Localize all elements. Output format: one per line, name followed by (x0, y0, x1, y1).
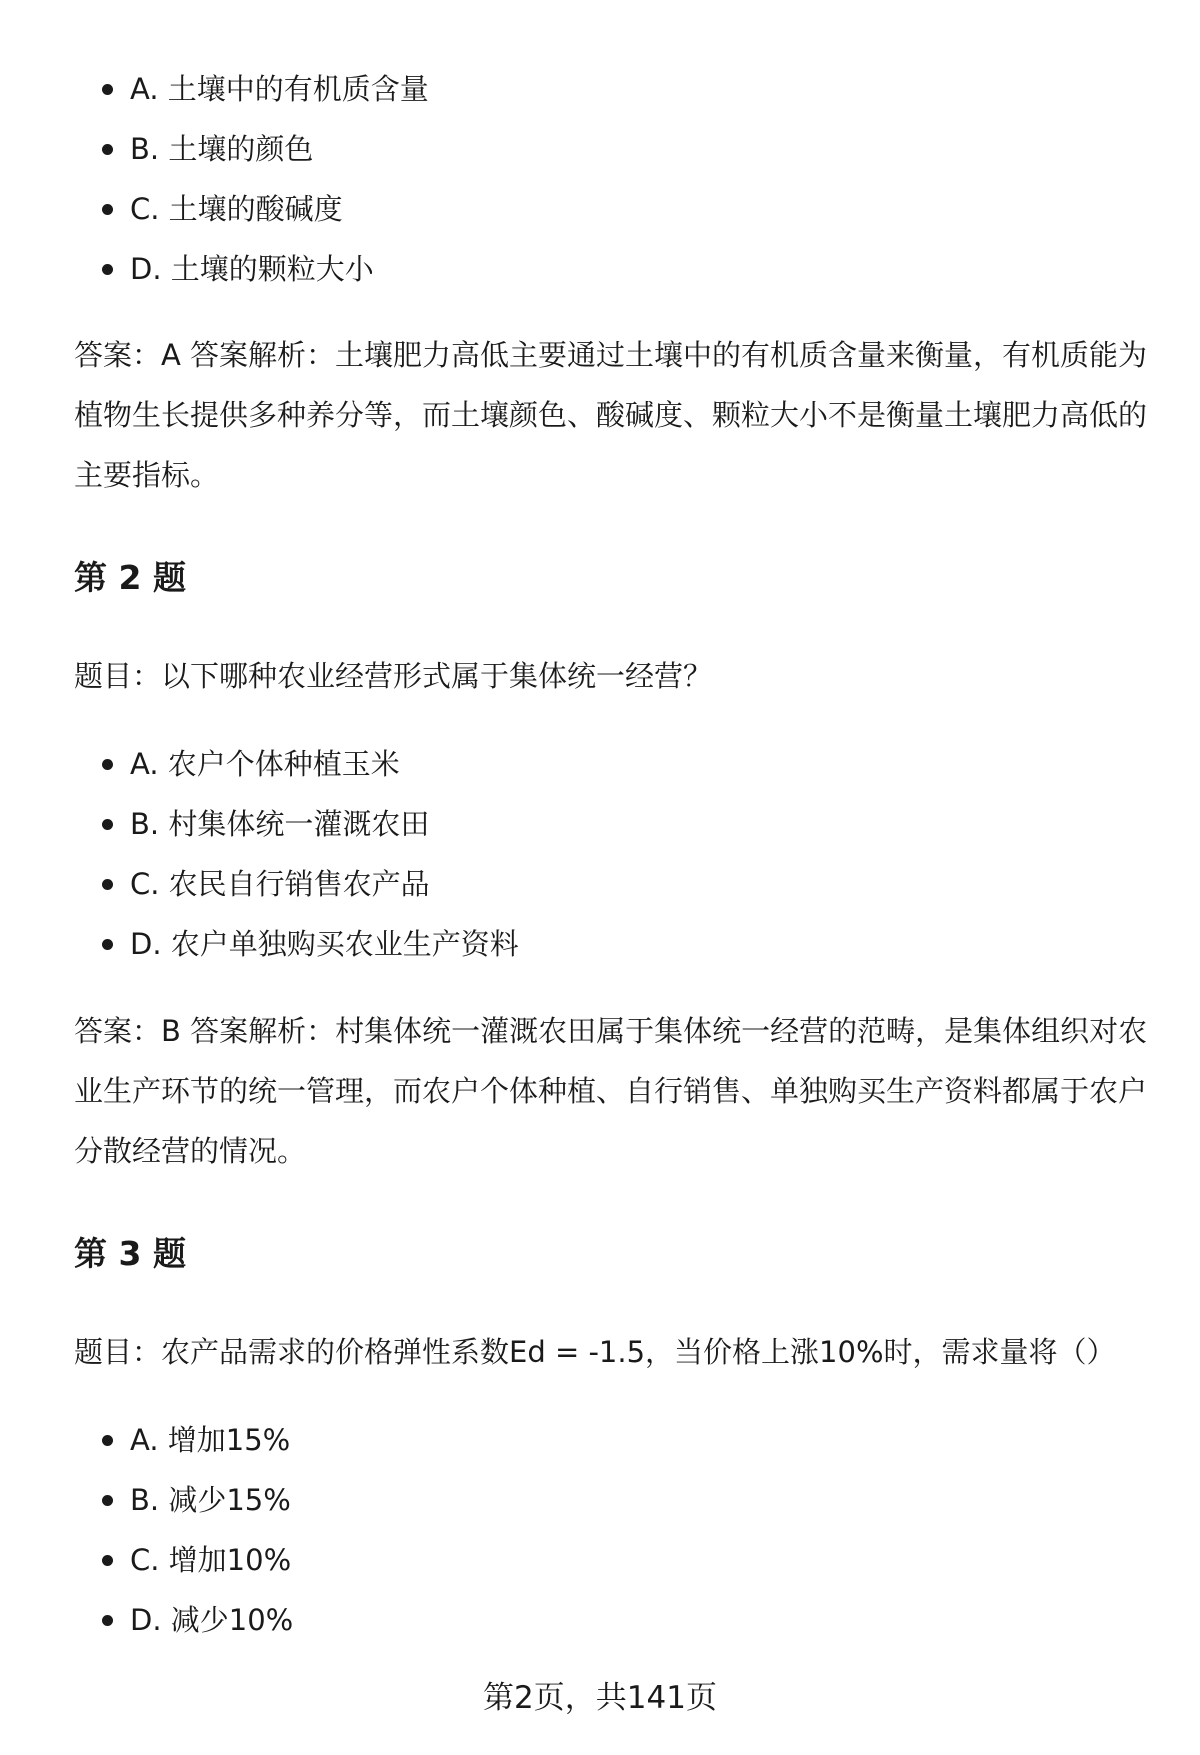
q3-option-a: A. 增加15% (74, 1410, 293, 1470)
q1-option-a: A. 土壤中的有机质含量 (74, 59, 429, 119)
q1-option-c: C. 土壤的酸碱度 (74, 179, 429, 239)
page-number-footer: 第2页，共141页 (483, 1680, 717, 1716)
q1-option-d: D. 土壤的颗粒大小 (74, 239, 429, 299)
q1-option-b: B. 土壤的颜色 (74, 119, 429, 179)
q2-question: 题目：以下哪种农业经营形式属于集体统一经营？ (74, 659, 713, 693)
q2-option-b: B. 村集体统一灌溉农田 (74, 794, 519, 854)
q3-options (74, 1410, 293, 1650)
q3-question: 题目：农产品需求的价格弹性系数Ed = -1.5，当价格上涨10%时，需求量将（） (74, 1335, 1116, 1369)
q2-option-d: D. 农户单独购买农业生产资料 (74, 914, 519, 974)
q1-options (74, 59, 429, 299)
q2-title: 第 2 题 (74, 558, 186, 597)
q2-option-c: C. 农民自行销售农产品 (74, 854, 519, 914)
q1-answer: 答案：A 答案解析：土壤肥力高低主要通过土壤中的有机质含量来衡量，有机质能为植物生长提供多种养分等，而土壤颜色、酸碱度、颗粒大小不是衡量土壤肥力高低的主要指标。 (74, 338, 1148, 492)
q2-answer: 答案：B 答案解析：村集体统一灌溉农田属于集体统一经营的范畴，是集体组织对农业生产环节的统一管理，而农户个体种植、自行销售、单独购买生产资料都属于农户分散经营的情况。 (74, 1014, 1148, 1168)
q2-options (74, 734, 519, 974)
q3-option-d: D. 减少10% (74, 1590, 293, 1650)
q3-option-b: B. 减少15% (74, 1470, 293, 1530)
q3-option-c: C. 增加10% (74, 1530, 293, 1590)
q3-title: 第 3 题 (74, 1234, 186, 1273)
q2-option-a: A. 农户个体种植玉米 (74, 734, 519, 794)
